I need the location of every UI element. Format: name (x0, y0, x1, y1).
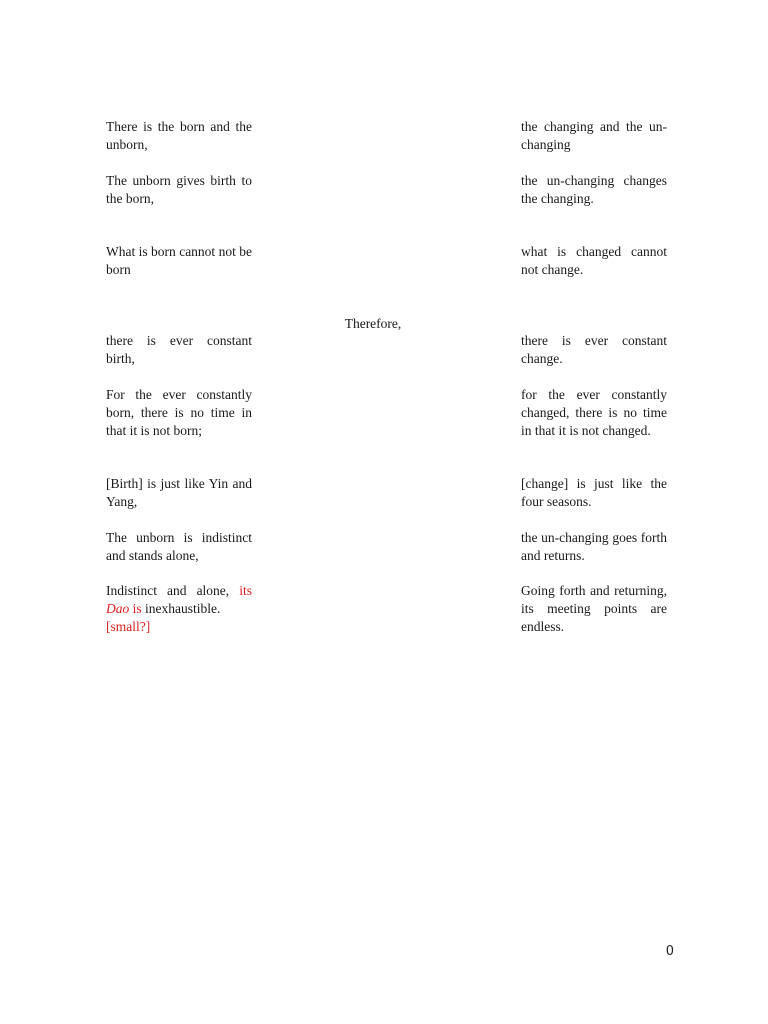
left-verse-2: The unborn gives birth to the born, (106, 173, 252, 206)
therefore-heading: Therefore, (344, 316, 402, 331)
left-verse-7: The unborn is indistinct and stands alone, (106, 530, 252, 563)
left-verse-5: For the ever constantly born, there is no time in that it is not born; (106, 387, 252, 438)
its-annotation: its (239, 583, 252, 598)
right-verse-5: for the ever constantly changed, there is no time in that it is not changed. (521, 387, 667, 438)
dao-annotation: Dao (106, 601, 130, 616)
right-verse-3: what is changed cannot not change. (521, 244, 667, 277)
left-verse-4: there is ever constant birth, (106, 333, 252, 366)
right-verse-4: there is ever constant change. (521, 333, 667, 366)
left-verse-1: There is the born and the unborn, (106, 119, 252, 152)
left-verse-6: [Birth] is just like Yin and Yang, (106, 476, 252, 509)
right-verse-8: Going forth and returning, its meeting points are endless. (521, 583, 667, 634)
right-verse-1: the changing and the un-changing (521, 119, 667, 152)
left-verse-8 (106, 582, 252, 636)
is-annotation: is (132, 601, 142, 616)
right-verse-6: [change] is just like the four seasons. (521, 476, 667, 509)
small-note: [small?] (106, 619, 151, 634)
right-verse-7: the un-changing goes forth and returns. (521, 530, 667, 563)
left-verse-8-rest: inexhaustible. (141, 601, 221, 616)
left-verse-3: What is born cannot not be born (106, 244, 252, 277)
right-verse-2: the un-changing changes the changing. (521, 173, 667, 206)
left-verse-8-prefix: Indistinct and alone, (106, 583, 240, 598)
page-number: 0 (665, 944, 674, 959)
